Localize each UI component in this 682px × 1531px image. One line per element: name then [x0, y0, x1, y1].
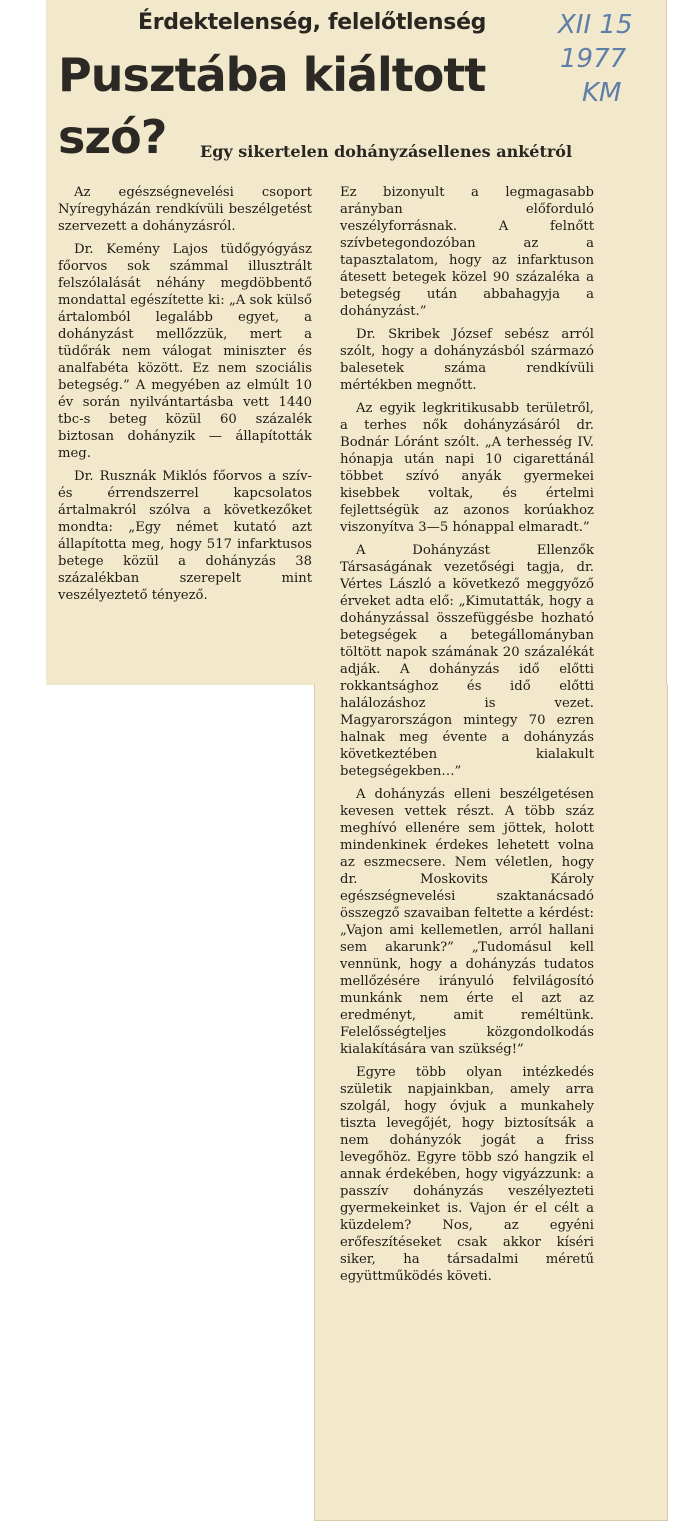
- paragraph: Ez bizonyult a legmagasabb arányban előforduló veszélyforrásnak. A felnőtt szívbetegondozóban az a tapasztalatom, hogy az infarktuson átesett betegek közel 90 százaléka a betegség után abbahagyja a dohányzást.”: [340, 185, 594, 319]
- paragraph: Az egyik legkritikusabb területről, a terhes nők dohányzásáról dr. Bodnár Lóránt szólt. „A terhesség IV. hónapja után napi 10 cigarettánál többet szívó anyák gyermekei kisebbek voltak, és értelmi fejlettségük az azonos korúakhoz viszonyítva 3—5 hónappal elmaradt.”: [340, 401, 594, 535]
- article-column-right: [340, 184, 594, 1291]
- paragraph: Dr. Kemény Lajos tüdőgyógyász főorvos sok számmal illusztrált felszólalását néhány megdöbbentő mondattal egészítette ki: „A sok külső ártalomból legalább egyet, a dohányzást mellőzzük, mert a tüdőrák nem válogat miniszter és analfabéta között. Ez nem szociális betegség.” A megyében az elmúlt 10 év során nyilvántartásba vett 1440 tbc-s beteg közül 60 százalék biztosan dohányzik — állapították meg.: [58, 242, 312, 461]
- paragraph: Egyre több olyan intézkedés születik napjainkban, amely arra szolgál, hogy óvjuk a munkahely tiszta levegőjét, hogy biztosítsák a nem dohányzók jogát a friss levegőhöz. Egyre több szó hangzik el annak érdekében, hogy vigyázzunk: a passzív dohányzás veszélyezteti gyermekeinket is. Vajon ér el célt a küzdelem? Nos, az egyéni erőfeszítéseket csak akkor kíséri siker, ha társadalmi méretű együttműködés követi.: [340, 1065, 594, 1284]
- headline-line-1: Pusztába kiáltott: [58, 48, 486, 102]
- handwritten-source: KM: [582, 78, 622, 108]
- paragraph: A dohányzás elleni beszélgetésen kevesen vettek részt. A több száz meghívó ellenére sem jöttek, holott mindenkinek érdekes lehetett volna az eszmecsere. Nem véletlen, hogy dr. Moskovits Károly egészségnevelési szaktanácsadó összegző szavaiban feltette a kérdést: „Vajon ami kellemetlen, arról hallani sem akarunk?” „Tudomásul kell vennünk, hogy a dohányzás tudatos mellőzésére irányuló felvilágosító munkánk nem érte el azt az eredményt, amit reméltünk. Felelősségteljes közgondolkodás kialakítására van szükség!”: [340, 787, 594, 1057]
- handwritten-year: 1977: [560, 44, 627, 74]
- kicker: Érdektelenség, felelőtlenség: [138, 10, 487, 35]
- headline-line-2: szó?: [58, 110, 167, 164]
- paragraph: Dr. Skribek József sebész arról szólt, hogy a dohányzásból származó balesetek száma rendkívüli mértékben megnőtt.: [340, 327, 594, 393]
- paragraph: A Dohányzást Ellenzők Társaságának vezetőségi tagja, dr. Vértes László a következő meggyőző érveket adta elő: „Kimutatták, hogy a dohányzással összefüggésbe hozható betegségek a betegállományban töltött napok számának 20 százalékát adják. A dohányzás idő előtti rokkantsághoz és idő előtti halálozáshoz is vezet. Magyarországon mintegy 70 ezren halnak meg évente a dohányzás következtében kialakult betegségekben…”: [340, 543, 594, 779]
- paragraph: Az egészségnevelési csoport Nyíregyházán rendkívüli beszélgetést szervezett a dohányzásról.: [58, 185, 312, 234]
- article-column-left: [58, 184, 312, 610]
- paragraph: Dr. Rusznák Miklós főorvos a szív- és érrendszerrel kapcsolatos ártalmakról szólva a következőket mondta: „Egy német kutató azt állapította meg, hogy 517 infarktusos betege közül a dohányzás 38 százalékban szerepelt mint veszélyeztető tényező.: [58, 469, 312, 603]
- subheadline: Egy sikertelen dohányzásellenes ankétról: [200, 142, 573, 161]
- handwritten-date: XII 15: [558, 10, 633, 40]
